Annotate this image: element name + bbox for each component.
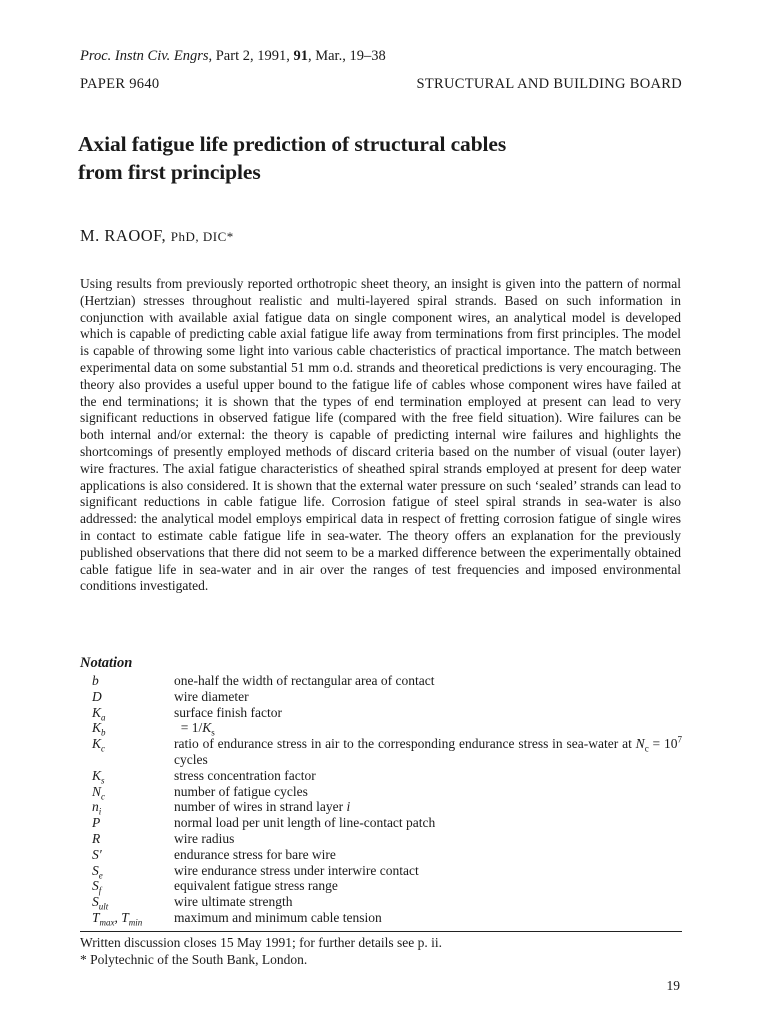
- board-name: STRUCTURAL AND BUILDING BOARD: [416, 76, 682, 92]
- notation-definition: one-half the width of rectangular area of contact: [174, 673, 435, 688]
- notation-definition: = $1/K_s$: [180, 720, 215, 739]
- notation-list: [80, 673, 682, 926]
- notation-definition: surface finish factor: [174, 704, 282, 720]
- author-degrees: PhD, DIC*: [170, 229, 234, 244]
- notation-row: [80, 799, 682, 818]
- notation-symbol: P: [92, 815, 101, 831]
- notation-symbol: D: [92, 688, 102, 704]
- paper-title: [78, 130, 698, 186]
- notation-symbol: b: [92, 673, 99, 688]
- notation-row: [80, 720, 682, 739]
- author-name: M. RAOOF,: [80, 226, 167, 245]
- notation-row: [80, 736, 682, 768]
- notation-row: [80, 831, 682, 847]
- citation-pages: , Mar., 19–38: [307, 48, 386, 64]
- notation-symbol: R: [92, 830, 101, 846]
- notation-symbol: $K_s$: [92, 767, 105, 786]
- footnote-divider: [80, 931, 682, 932]
- notation-row: [80, 768, 682, 784]
- notation-row: [80, 863, 682, 879]
- abstract: Using results from previously reported orthotropic sheet theory, an insight is given into the pattern of normal (Hertzian) stresses throughout realistic and multi-layered spiral strands. Based on such information in conjunction with available axial fatigue data on single component wires, an analytical model is developed which is capable of predicting cable axial fatigue life away from terminations from first principles. The model is capable of throwing some light into various cable chacteristics of practical importance. The match between experimental data on some substantial 51 mm o.d. strands and theoretical predictions is very encouraging. The theory also provides a useful upper bound to the fatigue life of cables whose component wires have failed at the end terminations; it is shown that the types of end termination employed at present can lead to very significant reductions in observed fatigue life (compared with the free field situation). Wire failures can be both internal and/or external: the theory is capable of predicting internal wire failures and highlights the shortcomings of presently employed methods of discard criteria based on the number of visual (outer layer) wire fractures. The axial fatigue characteristics of sheathed spiral strands employed at present for deep water applications is also considered. It is shown that the external water pressure on such ‘sealed’ strands can lead to significant reductions in cable fatigue life. Corrosion fatigue of steel spiral strands in sea-water is also addressed: the analytical model employs empirical data in respect of fretting corrosion fatigue of single wires in contact to estimate cable fatigue life in sea-water. The theory offers an explanation for the previously published observations that there did not seem to be a marked difference between the experimentally obtained cable fatigue life in sea-water and in air over the ranges of test frequencies and imposed environmental conditions investigated.: [80, 276, 681, 594]
- notation-definition: wire radius: [174, 830, 235, 846]
- notation-row: [80, 894, 682, 910]
- title-line-1: Axial fatigue life prediction of structural cables: [78, 132, 507, 156]
- notation-symbol: $n_i$: [92, 799, 102, 818]
- citation-line: [80, 48, 386, 65]
- volume-number: 91: [293, 48, 308, 64]
- footnotes: [80, 934, 682, 968]
- notation-definition: endurance stress for bare wire: [174, 846, 336, 862]
- notation-definition: number of fatigue cycles: [174, 783, 308, 799]
- notation-definition: stress concentration factor: [174, 767, 316, 783]
- title-line-2: from first principles: [78, 160, 261, 184]
- notation-symbol: $N_c$: [92, 783, 106, 802]
- discussion-note: Written discussion closes 15 May 1991; for further details see p. ii.: [80, 935, 443, 950]
- notation-symbol: $S_f$: [92, 878, 102, 897]
- notation-definition: wire endurance stress under interwire contact: [174, 862, 419, 878]
- affiliation-note: * Polytechnic of the South Bank, London.: [80, 952, 308, 967]
- notation-definition: normal load per unit length of line-contact patch: [174, 815, 436, 831]
- notation-row: [80, 878, 682, 897]
- notation-row: [80, 705, 682, 721]
- notation-row: [80, 689, 682, 705]
- notation-definition: wire ultimate strength: [174, 894, 293, 910]
- notation-symbol: $S_{ult}$: [92, 894, 109, 912]
- notation-row: [80, 910, 682, 926]
- notation-symbol: $T_{max}$, $T_{min}$: [92, 909, 143, 928]
- notation-symbol: $K_b$: [92, 720, 106, 739]
- paper-number: PAPER 9640: [80, 76, 160, 92]
- paper-info-line: [80, 76, 682, 93]
- journal-name: Proc. Instn Civ. Engrs: [80, 48, 209, 64]
- notation-symbol: $S_e$: [92, 862, 103, 881]
- notation-symbol: $K_a$: [92, 704, 106, 723]
- author-line: [80, 226, 234, 246]
- page-number: 19: [666, 978, 680, 993]
- notation-row: [80, 847, 682, 863]
- notation-definition: number of wires in strand layer i: [174, 799, 351, 815]
- notation-definition: maximum and minimum cable tension: [174, 909, 382, 925]
- citation-part: , Part 2, 1991,: [208, 48, 294, 64]
- notation-definition: equivalent fatigue stress range: [174, 878, 338, 894]
- notation-symbol: S′: [92, 846, 102, 862]
- notation-row: [80, 673, 682, 689]
- notation-heading: Notation: [80, 655, 133, 671]
- notation-symbol: $K_c$: [92, 736, 106, 754]
- notation-definition: ratio of endurance stress in air to the corresponding endurance stress in sea-water at $N_c = 10^7$ cycles: [174, 734, 682, 767]
- notation-row: [80, 784, 682, 800]
- notation-row: [80, 815, 682, 831]
- notation-definition: wire diameter: [174, 688, 249, 704]
